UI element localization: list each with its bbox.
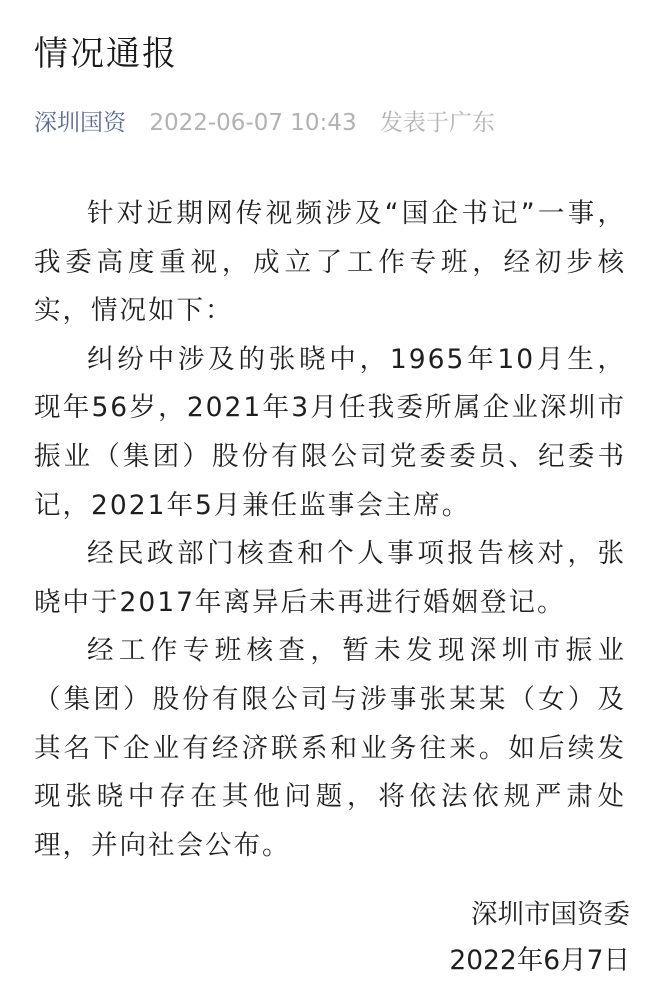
- article-meta: [34, 104, 495, 137]
- publish-location: 发表于广东: [379, 110, 495, 136]
- signature-date: 2022年6月7日: [449, 945, 630, 976]
- article-body: [34, 190, 626, 870]
- signature-block: [449, 892, 630, 984]
- paragraph: 经民政部门核查和个人事项报告核对，张晓中于2017年离异后未再进行婚姻登记。: [34, 538, 626, 618]
- paragraph: 针对近期网传视频涉及“国企书记”一事，我委高度重视，成立了工作专班，经初步核实，情况如下：: [34, 198, 626, 327]
- account-name-link[interactable]: 深圳国资: [34, 110, 126, 136]
- article-title: 情况通报: [34, 34, 178, 74]
- publish-date: 2022-06-07 10:43: [149, 110, 357, 136]
- paragraph: 经工作专班核查，暂未发现深圳市振业（集团）股份有限公司与涉事张某某（女）及其名下企业有经济联系和业务往来。如后续发现张晓中存在其他问题，将依法依规严肃处理，并向社会公布。: [34, 635, 626, 861]
- paragraph: 纠纷中涉及的张晓中，1965年10月生，现年56岁，2021年3月任我委所属企业深圳市振业（集团）股份有限公司党委委员、纪委书记，2021年5月兼任监事会主席。: [34, 343, 626, 521]
- signature-org: 深圳市国资委: [471, 899, 630, 930]
